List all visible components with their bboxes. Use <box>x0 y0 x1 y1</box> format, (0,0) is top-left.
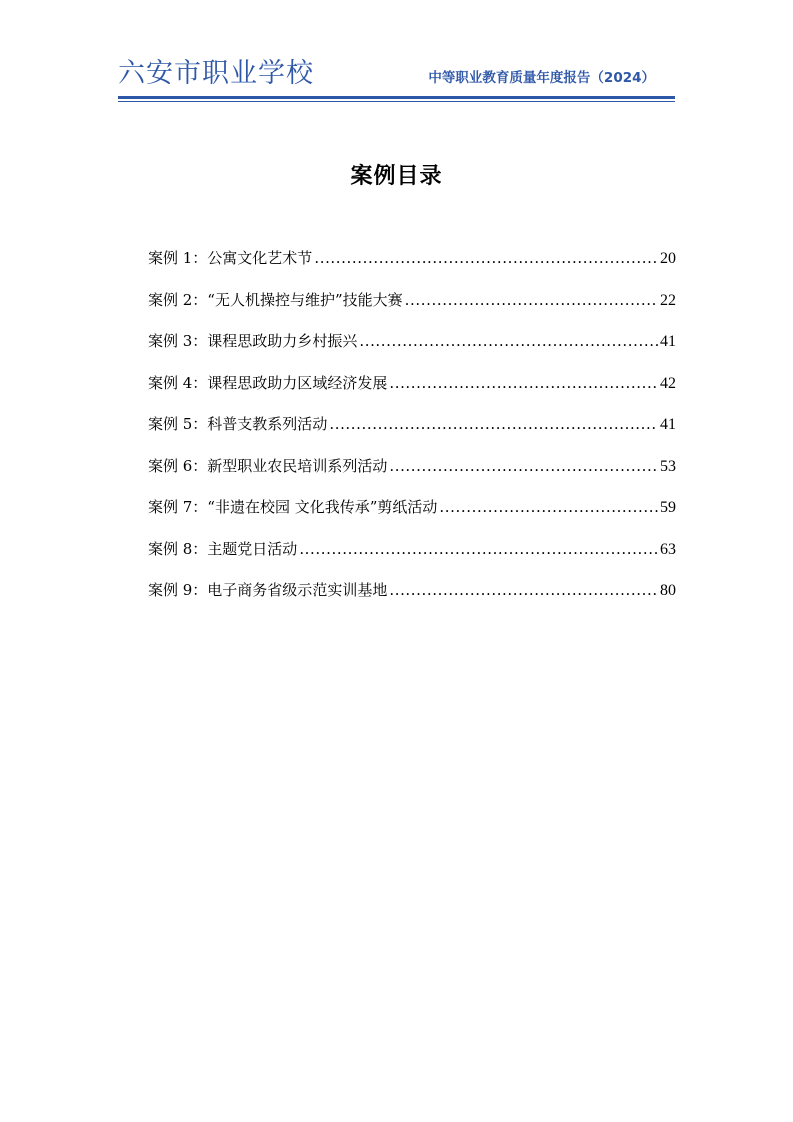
toc-item-page: 53 <box>660 457 676 475</box>
toc-item-label: 案例 7：“非遗在校园 文化我传承”剪纸活动 <box>148 498 438 516</box>
toc-leader-dots <box>329 410 658 438</box>
toc-item[interactable] <box>148 452 676 494</box>
table-of-contents <box>148 244 676 618</box>
toc-item-label: 案例 5：科普支教系列活动 <box>148 415 328 433</box>
toc-item[interactable] <box>148 244 676 286</box>
toc-item[interactable] <box>148 286 676 328</box>
toc-item[interactable] <box>148 327 676 369</box>
toc-leader-dots <box>389 452 658 480</box>
toc-item-page: 80 <box>660 582 676 599</box>
toc-item-label: 案例 6：新型职业农民培训系列活动 <box>148 456 388 475</box>
toc-item-label: 案例 3：课程思政助力乡村振兴 <box>148 332 358 350</box>
toc-leader-dots <box>299 535 658 563</box>
toc-leader-dots <box>389 576 658 604</box>
header-rule-thick <box>118 96 675 99</box>
toc-item[interactable] <box>148 535 676 577</box>
toc-item[interactable] <box>148 576 676 618</box>
toc-item[interactable] <box>148 410 676 452</box>
school-name: 六安市职业学校 <box>118 58 314 89</box>
toc-item-label: 案例 9：电子商务省级示范实训基地 <box>148 581 388 599</box>
toc-item-label: 案例 4：课程思政助力区域经济发展 <box>148 373 388 392</box>
toc-leader-dots <box>439 493 658 521</box>
toc-item-page: 20 <box>660 250 676 267</box>
toc-item-page: 63 <box>660 540 676 558</box>
toc-item-page: 41 <box>660 333 676 350</box>
toc-item-label: 案例 2：“无人机操控与维护”技能大赛 <box>148 290 403 309</box>
toc-leader-dots <box>359 327 658 355</box>
toc-leader-dots <box>405 286 658 314</box>
toc-leader-dots <box>389 369 658 397</box>
toc-item-page: 42 <box>660 374 676 392</box>
toc-leader-dots <box>314 244 658 272</box>
toc-item-label: 案例 1：公寓文化艺术节 <box>148 249 313 267</box>
toc-item[interactable] <box>148 493 676 535</box>
toc-item-page: 22 <box>660 291 676 309</box>
page-header <box>118 56 675 100</box>
toc-item-page: 59 <box>660 499 676 516</box>
toc-item[interactable] <box>148 369 676 411</box>
toc-item-label: 案例 8：主题党日活动 <box>148 539 298 558</box>
page-title: 案例目录 <box>350 164 443 189</box>
report-title: 中等职业教育质量年度报告（2024） <box>428 70 655 86</box>
toc-item-page: 41 <box>660 416 676 433</box>
header-rule-thin <box>118 101 675 102</box>
